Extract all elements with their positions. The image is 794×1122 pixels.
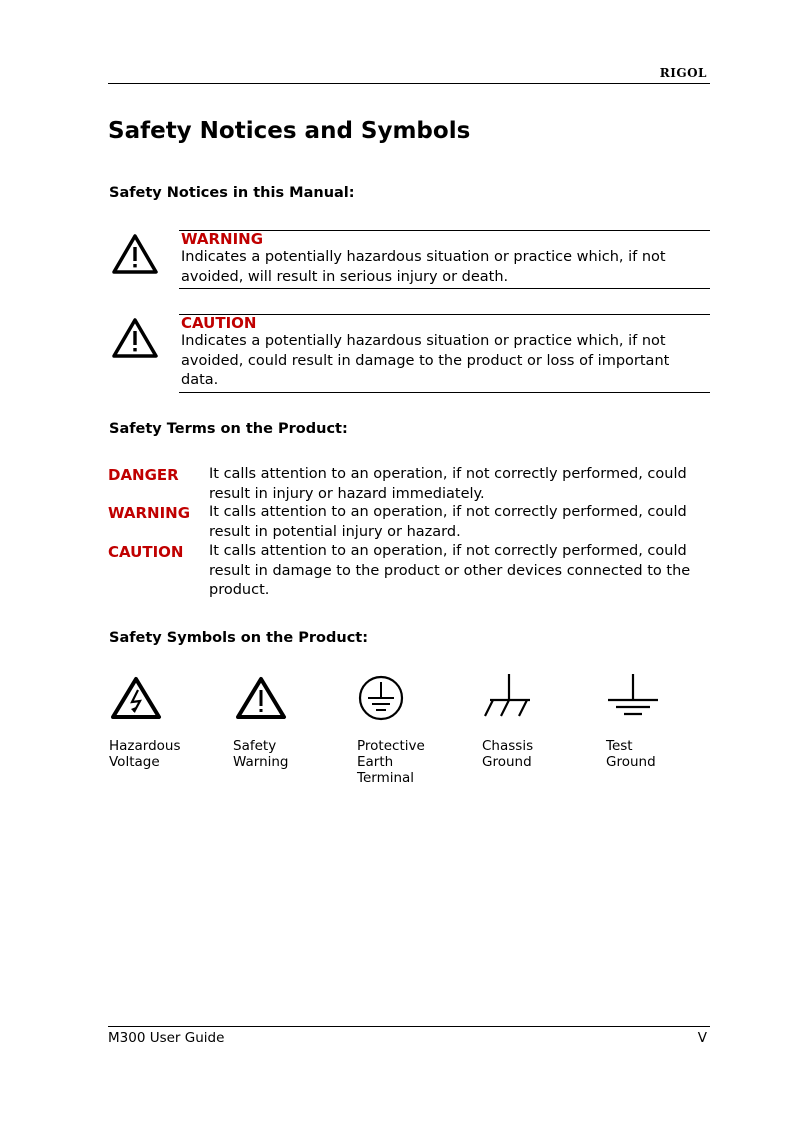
page-title: Safety Notices and Symbols [108,118,471,144]
term-warning-label: WARNING [108,504,191,522]
notice-caution [179,314,710,393]
term-danger-text: It calls attention to an operation, if not correctly performed, could result in injury or hazard immediately. [209,466,687,502]
warning-triangle-icon [111,233,159,275]
term-caution-text: It calls attention to an operation, if not correctly performed, could result in damage to the product or other devices connected to the product. [209,543,691,598]
notice-warning-label: WARNING [181,230,264,248]
manual-notices-heading: Safety Notices in this Manual: [109,185,355,201]
footer-doc-name: M300 User Guide [108,1030,225,1046]
protective-earth-icon [354,672,408,726]
notice-caution-label: CAUTION [181,314,257,332]
symbol-label: Hazardous Voltage [109,738,181,770]
footer-rule [108,1026,710,1027]
term-danger-label: DANGER [108,466,179,484]
notice-warning-text: Indicates a potentially hazardous situation or practice which, if not avoided, will result in serious injury or death. [181,249,666,285]
chassis-ground-icon [482,670,536,724]
caution-triangle-icon [111,317,159,359]
safety-warning-icon [234,673,288,727]
symbol-label: Protective Earth Terminal [357,738,425,786]
brand-logo-text: RIGOL [659,66,707,80]
product-symbols-heading: Safety Symbols on the Product: [109,630,369,646]
symbol-label: Safety Warning [233,738,289,770]
notice-caution-text: Indicates a potentially hazardous situation or practice which, if not avoided, could result in damage to the product or loss of important data. [181,333,670,388]
product-terms-heading: Safety Terms on the Product: [109,421,348,437]
test-ground-icon [606,670,660,724]
footer-page-number: V [697,1030,707,1046]
hazardous-voltage-icon [109,673,163,727]
notice-warning [179,230,710,289]
term-warning-text: It calls attention to an operation, if not correctly performed, could result in potential injury or hazard. [209,504,687,540]
symbol-label: Chassis Ground [482,738,534,770]
term-caution-label: CAUTION [108,543,184,561]
header-rule [108,83,710,84]
symbol-label: Test Ground [606,738,656,770]
